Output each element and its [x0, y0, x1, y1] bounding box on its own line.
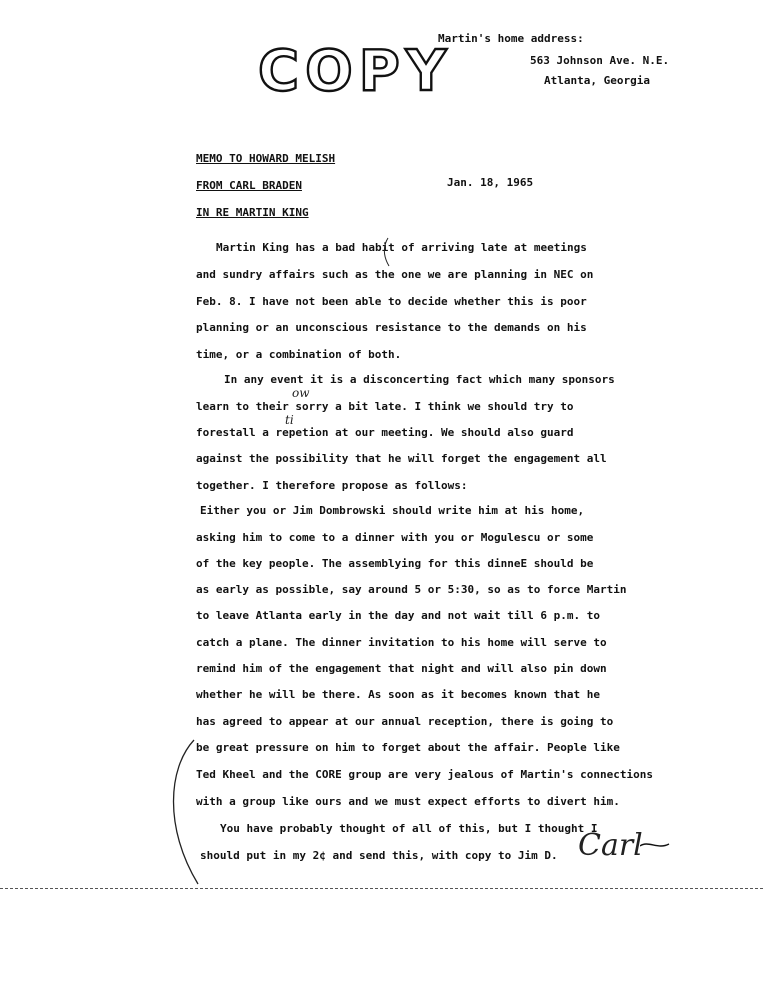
page-edge-line	[0, 888, 763, 890]
body-line: time, or a combination of both.	[196, 348, 402, 361]
body-line: Either you or Jim Dombrowski should write him at his home,	[200, 504, 585, 517]
body-line: asking him to come to a dinner with you or Mogulescu or some	[196, 531, 594, 544]
body-line: against the possibility that he will forget the engagement all	[196, 452, 607, 465]
body-line: Ted Kheel and the CORE group are very jealous of Martin's connections	[196, 768, 653, 781]
body-line: learn to their sorry a bit late. I think we should try to	[196, 400, 574, 413]
memo-from: FROM CARL BRADEN	[196, 179, 302, 192]
body-line: whether he will be there. As soon as it becomes known that he	[196, 688, 600, 701]
insertion-mark-icon	[380, 236, 394, 268]
signature: Carl	[578, 828, 643, 863]
memo-date: Jan. 18, 1965	[447, 176, 534, 189]
body-line: together. I therefore propose as follows:	[196, 479, 468, 492]
memo-subject: IN RE MARTIN KING	[196, 206, 309, 219]
signature-flourish-icon	[640, 838, 670, 852]
body-line: be great pressure on him to forget about the affair. People like	[196, 741, 620, 754]
body-line: You have probably thought of all of this, but I thought I	[220, 822, 598, 835]
margin-bracket-icon	[158, 738, 202, 888]
memo-to: MEMO TO HOWARD MELISH	[196, 152, 336, 165]
body-line: In any event it is a disconcerting fact which many sponsors	[224, 373, 615, 386]
body-line: forestall a repetion at our meeting. We should also guard	[196, 426, 574, 439]
body-line: catch a plane. The dinner invitation to his home will serve to	[196, 636, 607, 649]
home-address-label: Martin's home address:	[438, 32, 584, 45]
body-line: planning or an unconscious resistance to the demands on his	[196, 321, 587, 334]
handwritten-correction: ti	[285, 413, 294, 427]
copy-stamp: COPY	[258, 39, 453, 104]
body-line: with a group like ours and we must expect efforts to divert him.	[196, 795, 620, 808]
body-line: and sundry affairs such as the one we are planning in NEC on	[196, 268, 594, 281]
body-line: remind him of the engagement that night and will also pin down	[196, 662, 607, 675]
body-line: to leave Atlanta early in the day and not wait till 6 p.m. to	[196, 609, 600, 622]
home-address-city: Atlanta, Georgia	[544, 74, 650, 87]
handwritten-correction: ow	[292, 386, 310, 400]
body-line: should put in my 2¢ and send this, with copy to Jim D.	[200, 849, 558, 862]
home-address-street: 563 Johnson Ave. N.E.	[530, 54, 670, 67]
body-line: Feb. 8. I have not been able to decide whether this is poor	[196, 295, 587, 308]
body-line: has agreed to appear at our annual reception, there is going to	[196, 715, 614, 728]
body-line: of the key people. The assemblying for this dinneE should be	[196, 557, 594, 570]
body-line: as early as possible, say around 5 or 5:30, so as to force Martin	[196, 583, 627, 596]
body-line: Martin King has a bad habit of arriving late at meetings	[216, 241, 587, 254]
